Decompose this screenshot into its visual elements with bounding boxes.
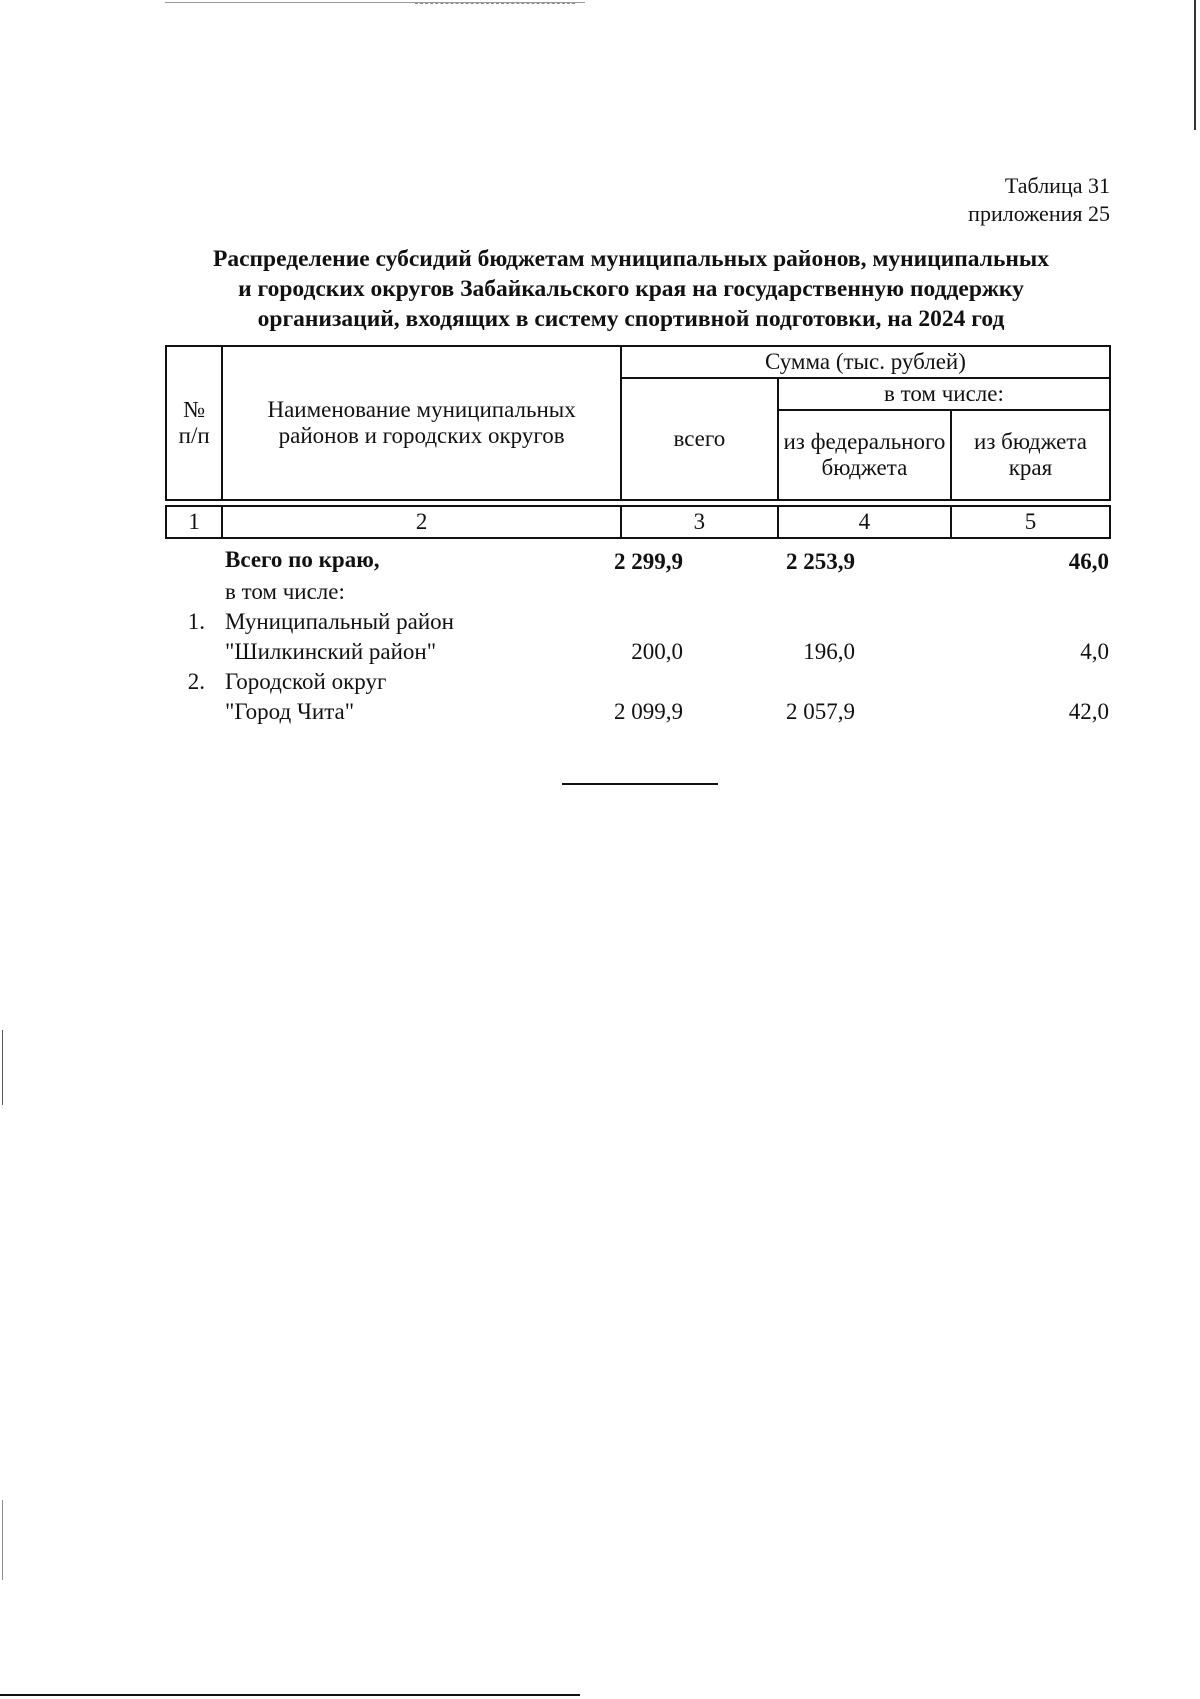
table-row (165, 667, 1111, 727)
table-row (165, 607, 1111, 667)
total-row-total: 2 299,9 (614, 549, 683, 574)
total-row-name: Всего по краю, (225, 547, 380, 572)
appendix-number: приложения 25 (968, 201, 1110, 226)
column-number-cell: 3 (621, 506, 778, 538)
column-number-cell: 5 (951, 506, 1110, 538)
row-name-line-2: "Город Чита" (225, 699, 355, 724)
title-line-1: Распределение субсидий бюджетам муниципальных районов, муниципальных (212, 246, 1050, 272)
row-name (225, 667, 615, 727)
scan-artifact-bottom (0, 1694, 580, 1696)
title-line-2: и городских округов Забайкальского края на государственную поддержку (238, 276, 1024, 302)
scan-artifact-left-lower (2, 1500, 3, 1580)
header-col-total: всего (621, 378, 778, 500)
scan-artifact-left (2, 1030, 3, 1105)
header-col-region: из бюджета края (951, 410, 1110, 500)
row-region: 42,0 (1068, 699, 1109, 724)
row-name (225, 607, 615, 667)
column-number-cell: 4 (778, 506, 951, 538)
row-name-line-2: "Шилкинский район" (225, 639, 437, 664)
row-name-line-1: Городской округ (225, 669, 387, 694)
subtitle-text: в том числе: (225, 579, 345, 604)
row-number: 2. (187, 669, 205, 694)
column-number-cell: 1 (166, 506, 222, 538)
header-col-num: № п/п (166, 346, 222, 500)
row-federal: 196,0 (803, 639, 855, 664)
table-number: Таблица 31 (1004, 173, 1110, 198)
row-total: 2 099,9 (614, 699, 683, 724)
column-number-cell: 2 (222, 506, 621, 538)
row-name-line-1: Муниципальный район (225, 609, 454, 634)
scan-artifact-right (1194, 0, 1196, 130)
title-line-3: организаций, входящих в систему спортивной подготовки, на 2024 год (257, 306, 1005, 332)
row-region: 4,0 (1080, 639, 1109, 664)
total-row (165, 545, 1111, 577)
scan-artifact-top-dashed (415, 3, 575, 5)
header-col-sum: Сумма (тыс. рублей) (621, 346, 1110, 378)
end-of-table-line (562, 783, 718, 785)
subtitle-row (165, 577, 1111, 607)
table-reference (968, 172, 1110, 228)
row-total: 200,0 (631, 639, 683, 664)
row-number: 1. (187, 609, 205, 634)
data-rows (165, 545, 1111, 727)
row-federal: 2 057,9 (786, 699, 855, 724)
header-col-name: Наименование муниципальных районов и городских округов (222, 346, 621, 500)
header-col-federal: из федерального бюджета (778, 410, 951, 500)
total-row-federal: 2 253,9 (786, 549, 855, 574)
total-row-region: 46,0 (1068, 549, 1109, 574)
header-table (165, 345, 1111, 539)
document-title (150, 244, 1112, 334)
header-col-including: в том числе: (778, 378, 1110, 410)
